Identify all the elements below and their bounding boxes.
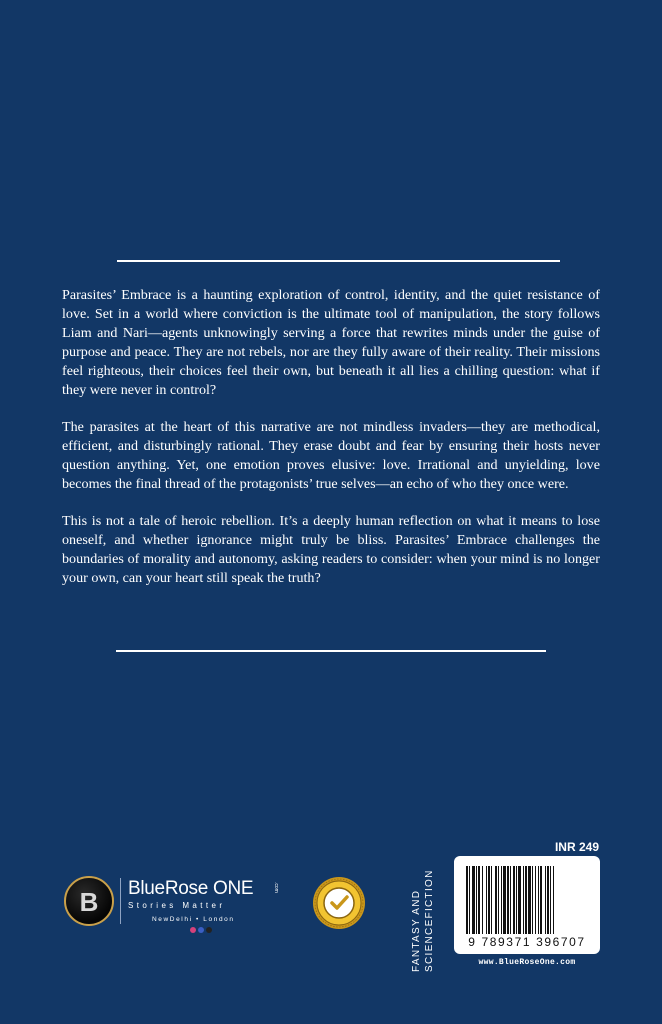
barcode-bar: [478, 866, 480, 934]
barcode-bar: [486, 866, 487, 934]
barcode-bar: [501, 866, 502, 934]
barcode-bar: [532, 866, 533, 934]
publisher-domain: .com: [273, 882, 279, 893]
publisher-cities: NewDelhi • London: [152, 916, 235, 923]
barcode-bar: [503, 866, 506, 934]
publisher-logo-divider: [120, 878, 121, 924]
publisher-logo: [64, 876, 284, 936]
barcode-bar: [498, 866, 499, 934]
social-icons: [190, 927, 212, 933]
barcode-bar: [491, 866, 492, 934]
barcode-bar: [518, 866, 521, 934]
barcode-bar: [476, 866, 477, 934]
barcode-bar: [547, 866, 549, 934]
barcode-bar: [507, 866, 509, 934]
barcode-bar: [535, 866, 536, 934]
publisher-website: www.BlueRoseOne.com: [478, 958, 576, 967]
barcode-bar: [488, 866, 490, 934]
barcode-bar: [540, 866, 542, 934]
barcode-bar: [553, 866, 554, 934]
genre-line-1: FANTASY AND: [411, 889, 422, 972]
isbn-barcode: [454, 856, 600, 954]
publisher-emblem-letter: B: [79, 887, 99, 917]
blurb-paragraph-2: The parasites at the heart of this narrative are not mindless invaders—they are methodical, efficient, and disturbingly rational. They erase doubt and fear by ensuring their hosts never question anything. Yet, one emotion proves elusive: love. Irrational and unyielding, love becomes the final thread of the protagonists’ true selves—an echo of who they once were.: [62, 419, 600, 492]
isbn-number: 9 789371 396707: [468, 935, 586, 949]
back-cover-blurb: [62, 286, 600, 606]
x-icon: [206, 927, 212, 933]
barcode-bar: [495, 866, 497, 934]
barcode-bar: [550, 866, 551, 934]
barcode-bar: [466, 866, 468, 934]
publisher-name: BlueRose ONE: [128, 878, 254, 899]
genre-label: [410, 832, 442, 972]
barcode-bars: [464, 866, 590, 934]
genre-line-2: SCIENCEFICTION: [424, 869, 435, 972]
blurb-paragraph-1: Parasites’ Embrace is a haunting exploration of control, identity, and the quiet resistance of love. Set in a world where conviction is the ultimate tool of manipulation, the story follows Liam and Nari—agents unknowingly serving a force that rewrites minds under the guise of purpose and peace. They are not rebels, nor are they fully aware of their reality. Their missions feel righteous, their choices feel their own, but beneath it all lies a chilling question: what if they were never in control?: [62, 287, 600, 398]
barcode-bar: [528, 866, 531, 934]
bottom-divider: [116, 650, 546, 652]
instagram-icon: [190, 927, 196, 933]
barcode-bar: [538, 866, 539, 934]
barcode-bar: [469, 866, 470, 934]
barcode-bar: [523, 866, 524, 934]
facebook-icon: [198, 927, 204, 933]
barcode-bar: [510, 866, 511, 934]
barcode-bar: [513, 866, 515, 934]
top-divider: [117, 260, 560, 262]
barcode-bar: [482, 866, 483, 934]
barcode-bar: [516, 866, 517, 934]
publisher-emblem-icon: [64, 876, 114, 926]
publisher-tagline: Stories Matter: [128, 901, 226, 910]
barcode-bar: [472, 866, 475, 934]
blurb-paragraph-3: This is not a tale of heroic rebellion. It’s a deeply human reflection on what it means to lose oneself, and whether ignorance might truly be bliss. Parasites’ Embrace challenges the boundaries of morality and autonomy, asking readers to consider: when your mind is no longer your own, can your heart still speak the truth?: [62, 513, 600, 586]
price-label: INR 249: [554, 840, 599, 854]
barcode-bar: [545, 866, 546, 934]
barcode-bar: [525, 866, 527, 934]
verified-seal-icon: [312, 876, 366, 930]
